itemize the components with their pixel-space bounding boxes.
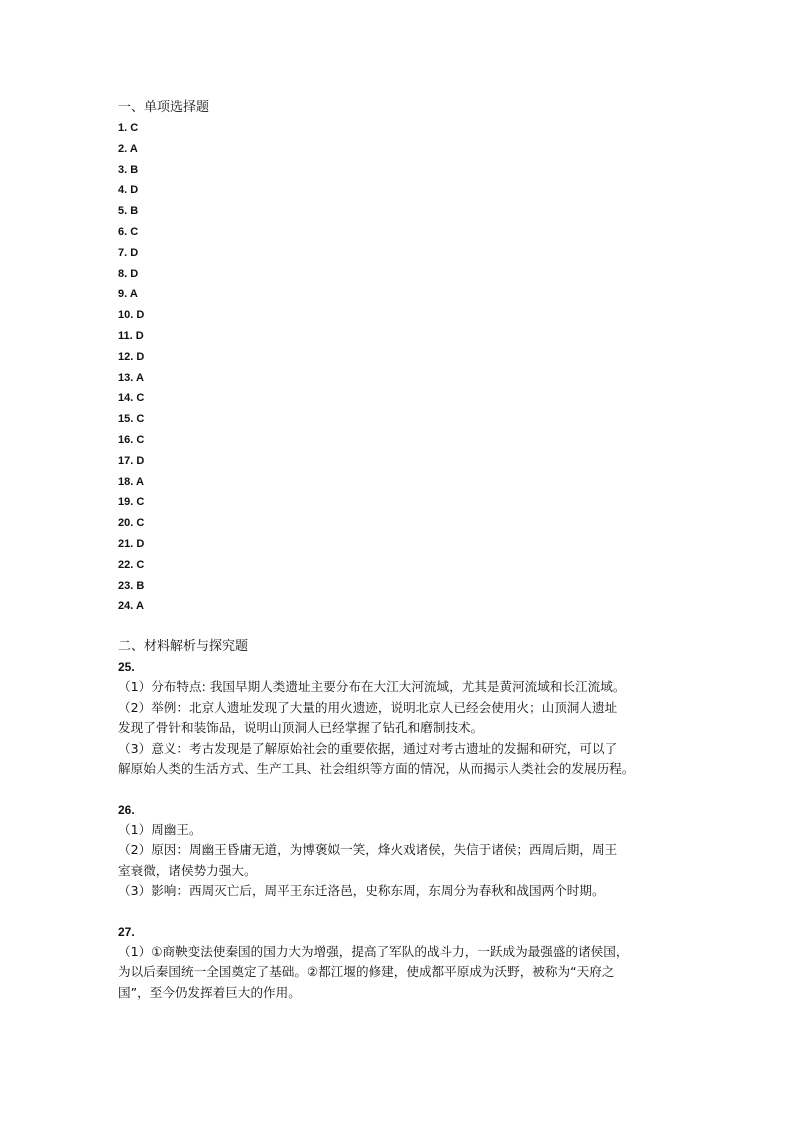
answer-item: 21. D (118, 537, 145, 550)
question-number: 27. (118, 924, 135, 939)
question-25 (118, 657, 688, 780)
answer-item: 12. D (118, 350, 145, 363)
answer-item: 16. C (118, 433, 145, 446)
answer-line: （3）影响：西周灭亡后，周平王东迁洛邑，史称东周，东周分为春秋和战国两个时期。 (118, 883, 605, 899)
answer-line: （2）举例：北京人遗址发现了大量的用火遗迹，说明北京人已经会使用火；山顶洞人遗址 (118, 699, 618, 715)
answer-item: 7. D (118, 246, 139, 259)
answer-line: （2）原因：周幽王昏庸无道，为博褒姒一笑，烽火戏诸侯，失信于诸侯；西周后期，周王 (118, 842, 618, 858)
answer-item: 5. B (118, 205, 139, 218)
section-title-material-analysis: 二、材料解析与探究题 (118, 639, 249, 655)
answer-item: 20. C (118, 517, 145, 530)
answer-item: 17. D (118, 454, 145, 467)
answer-line: （1）①商鞅变法使秦国的国力大为增强，提高了军队的战斗力，一跃成为最强盛的诸侯国， (118, 943, 629, 959)
answer-item: 15. C (118, 413, 145, 426)
section-title-multiple-choice: 一、单项选择题 (118, 100, 210, 115)
answer-line: 发现了骨针和装饰品，说明山顶洞人已经掌握了钻孔和磨制技术。 (118, 720, 484, 736)
question-number: 26. (118, 802, 135, 817)
answer-item: 13. A (118, 371, 144, 384)
answer-line: （1）分布特点: 我国早期人类遗址主要分布在大江大河流域，尤其是黄河流域和长江流域。 (118, 679, 626, 695)
answer-item: 19. C (118, 496, 145, 509)
question-27 (118, 922, 688, 1004)
answer-item: 23. B (118, 579, 145, 592)
answer-item: 3. B (118, 163, 139, 176)
answer-line: 为以后秦国统一全国奠定了基础。②都江堰的修建，使成都平原成为沃野，被称为“天府之 (118, 964, 615, 980)
answer-item: 9. A (118, 288, 138, 301)
answer-line: 室衰微，诸侯势力强大。 (118, 862, 257, 878)
answer-item: 10. D (118, 309, 145, 322)
answer-item: 2. A (118, 142, 138, 155)
answer-sheet (118, 98, 688, 1003)
question-26 (118, 800, 688, 902)
multiple-choice-answer-list (118, 118, 688, 617)
answer-line: 国”，至今仍发挥着巨大的作用。 (118, 984, 301, 1000)
answer-item: 18. A (118, 475, 144, 488)
answer-item: 1. C (118, 122, 139, 134)
answer-item: 22. C (118, 558, 145, 571)
answer-item: 8. D (118, 267, 139, 280)
answer-item: 24. A (118, 600, 144, 613)
answer-item: 4. D (118, 184, 139, 197)
answer-line: 解原始人类的生活方式、生产工具、社会组织等方面的情况，从而揭示人类社会的发展历程。 (118, 761, 635, 777)
answer-line: （3）意义：考古发现是了解原始社会的重要依据，通过对考古遗址的发掘和研究，可以了 (118, 740, 618, 756)
answer-item: 14. C (118, 392, 145, 405)
answer-line: （1）周幽王。 (118, 821, 202, 837)
question-number: 25. (118, 660, 135, 675)
answer-item: 11. D (118, 329, 144, 342)
answer-item: 6. C (118, 225, 139, 238)
